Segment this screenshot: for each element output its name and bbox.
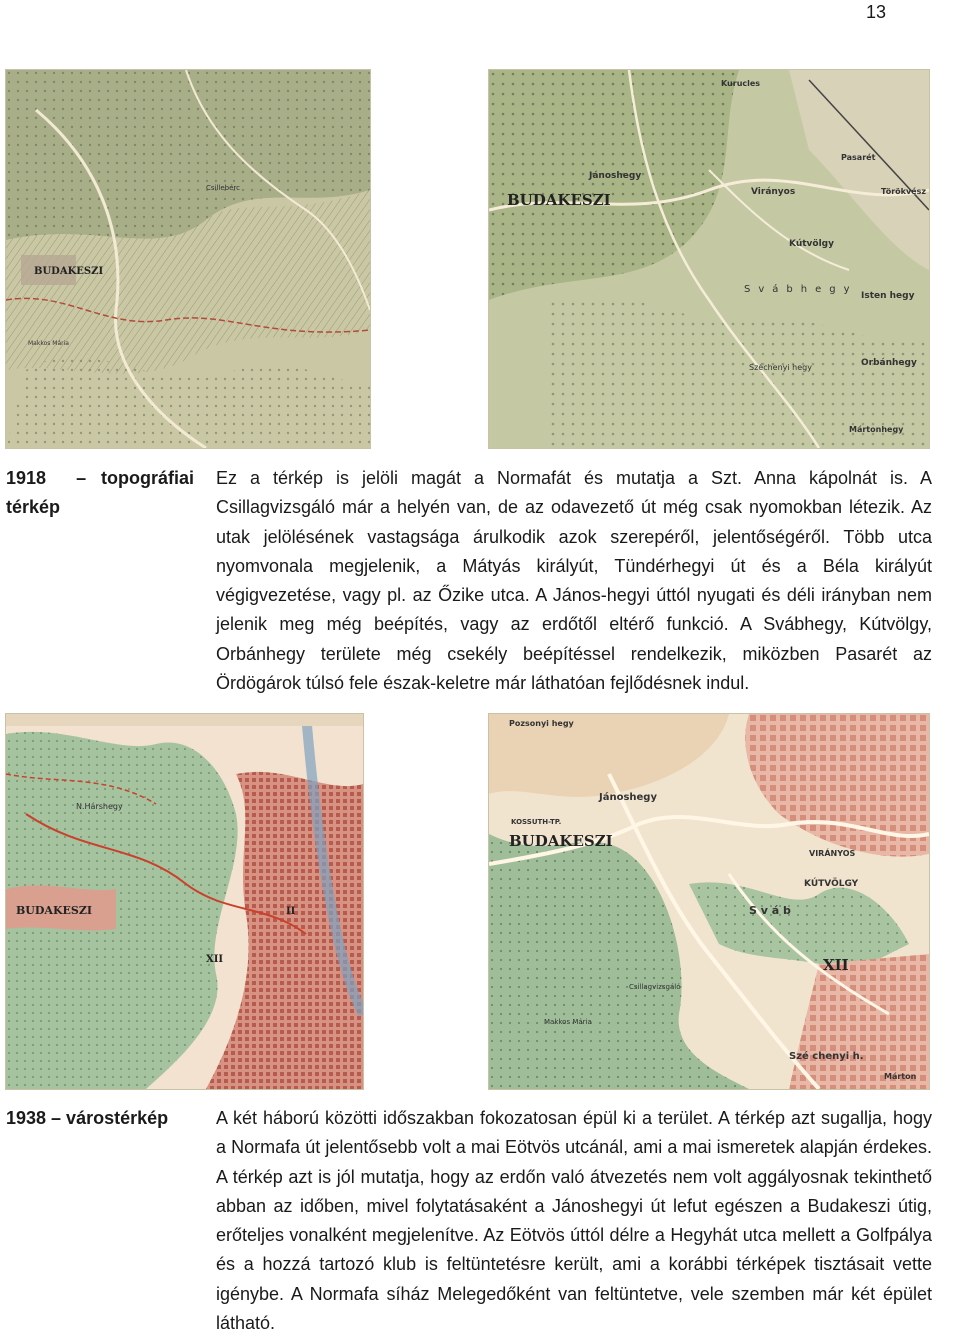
map-label: VIRÁNYOS	[809, 849, 856, 858]
map-label: Mártonhegy	[849, 425, 904, 434]
map-label: Svábhegy	[744, 284, 858, 295]
caption-label-1938: 1938 – várostérkép	[6, 1108, 169, 1128]
description-1938: A két háború közötti időszakban fokozatosan épül ki a terület. A térkép azt sugallja, hogy a Normafa út jelentősebb volt a mai Eötvös utcánál, ami a mai ismeretek alapján érdekes. A térkép azt is jól mutatja, hogy az erdőn való átvezetés nem volt aggályosnak tekinthető abban az időben, mivel folytatásaként a Jánoshegyi út lefut egészen a Budakeszi útig, erőteljes vonalként megjelenítve. Az Eötvös úttól délre a Hegyhát utca mellett a Golfpálya és a hozzá tartozó klub is feltüntetésre került, ami a korábbi térképek tisztásait vette igénybe. A Normafa síház Melegedőként van feltüntetve, vele szemben már két épület látható.	[216, 1108, 932, 1334]
map-label: BUDAKESZI	[507, 191, 611, 209]
map-label: N.Hárshegy	[76, 802, 123, 811]
map-1938-left	[5, 713, 364, 1090]
map-label: Virányos	[751, 187, 796, 197]
map-label: Szé chenyi h.	[789, 1051, 864, 1062]
map-label: XII	[823, 956, 849, 974]
map-label: Pasarét	[841, 153, 876, 162]
caption-label-1918	[6, 464, 194, 522]
page-number: 13	[865, 2, 886, 22]
map-label: BUDAKESZI	[16, 904, 93, 917]
caption-type: topográfiai	[101, 468, 194, 488]
map-label: Kurucles	[721, 79, 761, 88]
map-label: Csillebérc	[206, 184, 240, 192]
map-label: S v á b	[749, 904, 791, 917]
map-label: Jánoshegy	[589, 171, 642, 181]
map-label: KÚTVÖLGY	[804, 879, 859, 889]
map-label: Széchenyi hegy	[749, 363, 812, 372]
map-label: Makkos Mária	[544, 1018, 592, 1026]
map-label: Márton	[884, 1072, 917, 1081]
map-1918-right	[488, 69, 930, 449]
caption-year: 1918	[6, 468, 47, 488]
map-label: Törökvész	[881, 187, 927, 196]
map-label: BUDAKESZI	[34, 266, 104, 277]
map-label: Kútvölgy	[789, 239, 834, 249]
map-label: Orbánhegy	[861, 358, 917, 368]
description-1918: Ez a térkép is jelöli magát a Normafát és mutatja a Szt. Anna kápolnát is. A Csillagvizsgáló már a helyén van, de az odavezető út még csak nyomokban létezik. Az utak jelölésének vastagsága árulkodik azok szerepéről, jelentőségéről. Több utca nyomvonala megjelenik, a Mátyás királyút, Tündérhegyi út és a Béla királyút végigvezetése, vagy pl. az Őzike utca. A János-hegyi úttól nyugati és déli irányban nem jelenik meg még beépítés, vagy az erdőtől eltérő funkció. A Svábhegy, Kútvölgy, Orbánhegy területe még csekély beépítéssel rendelkezik, miközben Pasarét az Ördögárok túlsó fele észak-keletre már láthatóan fejlődésnek indul.	[216, 468, 932, 694]
map-1918-left	[5, 69, 371, 449]
map-1938-right	[488, 713, 930, 1090]
map-label: Csillagvizsgáló	[629, 983, 681, 991]
map-label: II	[286, 906, 296, 917]
map-label: BUDAKESZI	[509, 832, 613, 850]
map-label: KOSSUTH-TP.	[511, 818, 562, 826]
map-label: Makkos Mária	[28, 340, 69, 347]
map-label: Isten hegy	[861, 291, 915, 301]
caption-type-2: térkép	[6, 497, 61, 517]
caption-dash: –	[76, 468, 87, 488]
map-label: XII	[206, 954, 224, 965]
map-label: Pozsonyi hegy	[509, 719, 574, 728]
map-label: Jánoshegy	[599, 792, 657, 803]
